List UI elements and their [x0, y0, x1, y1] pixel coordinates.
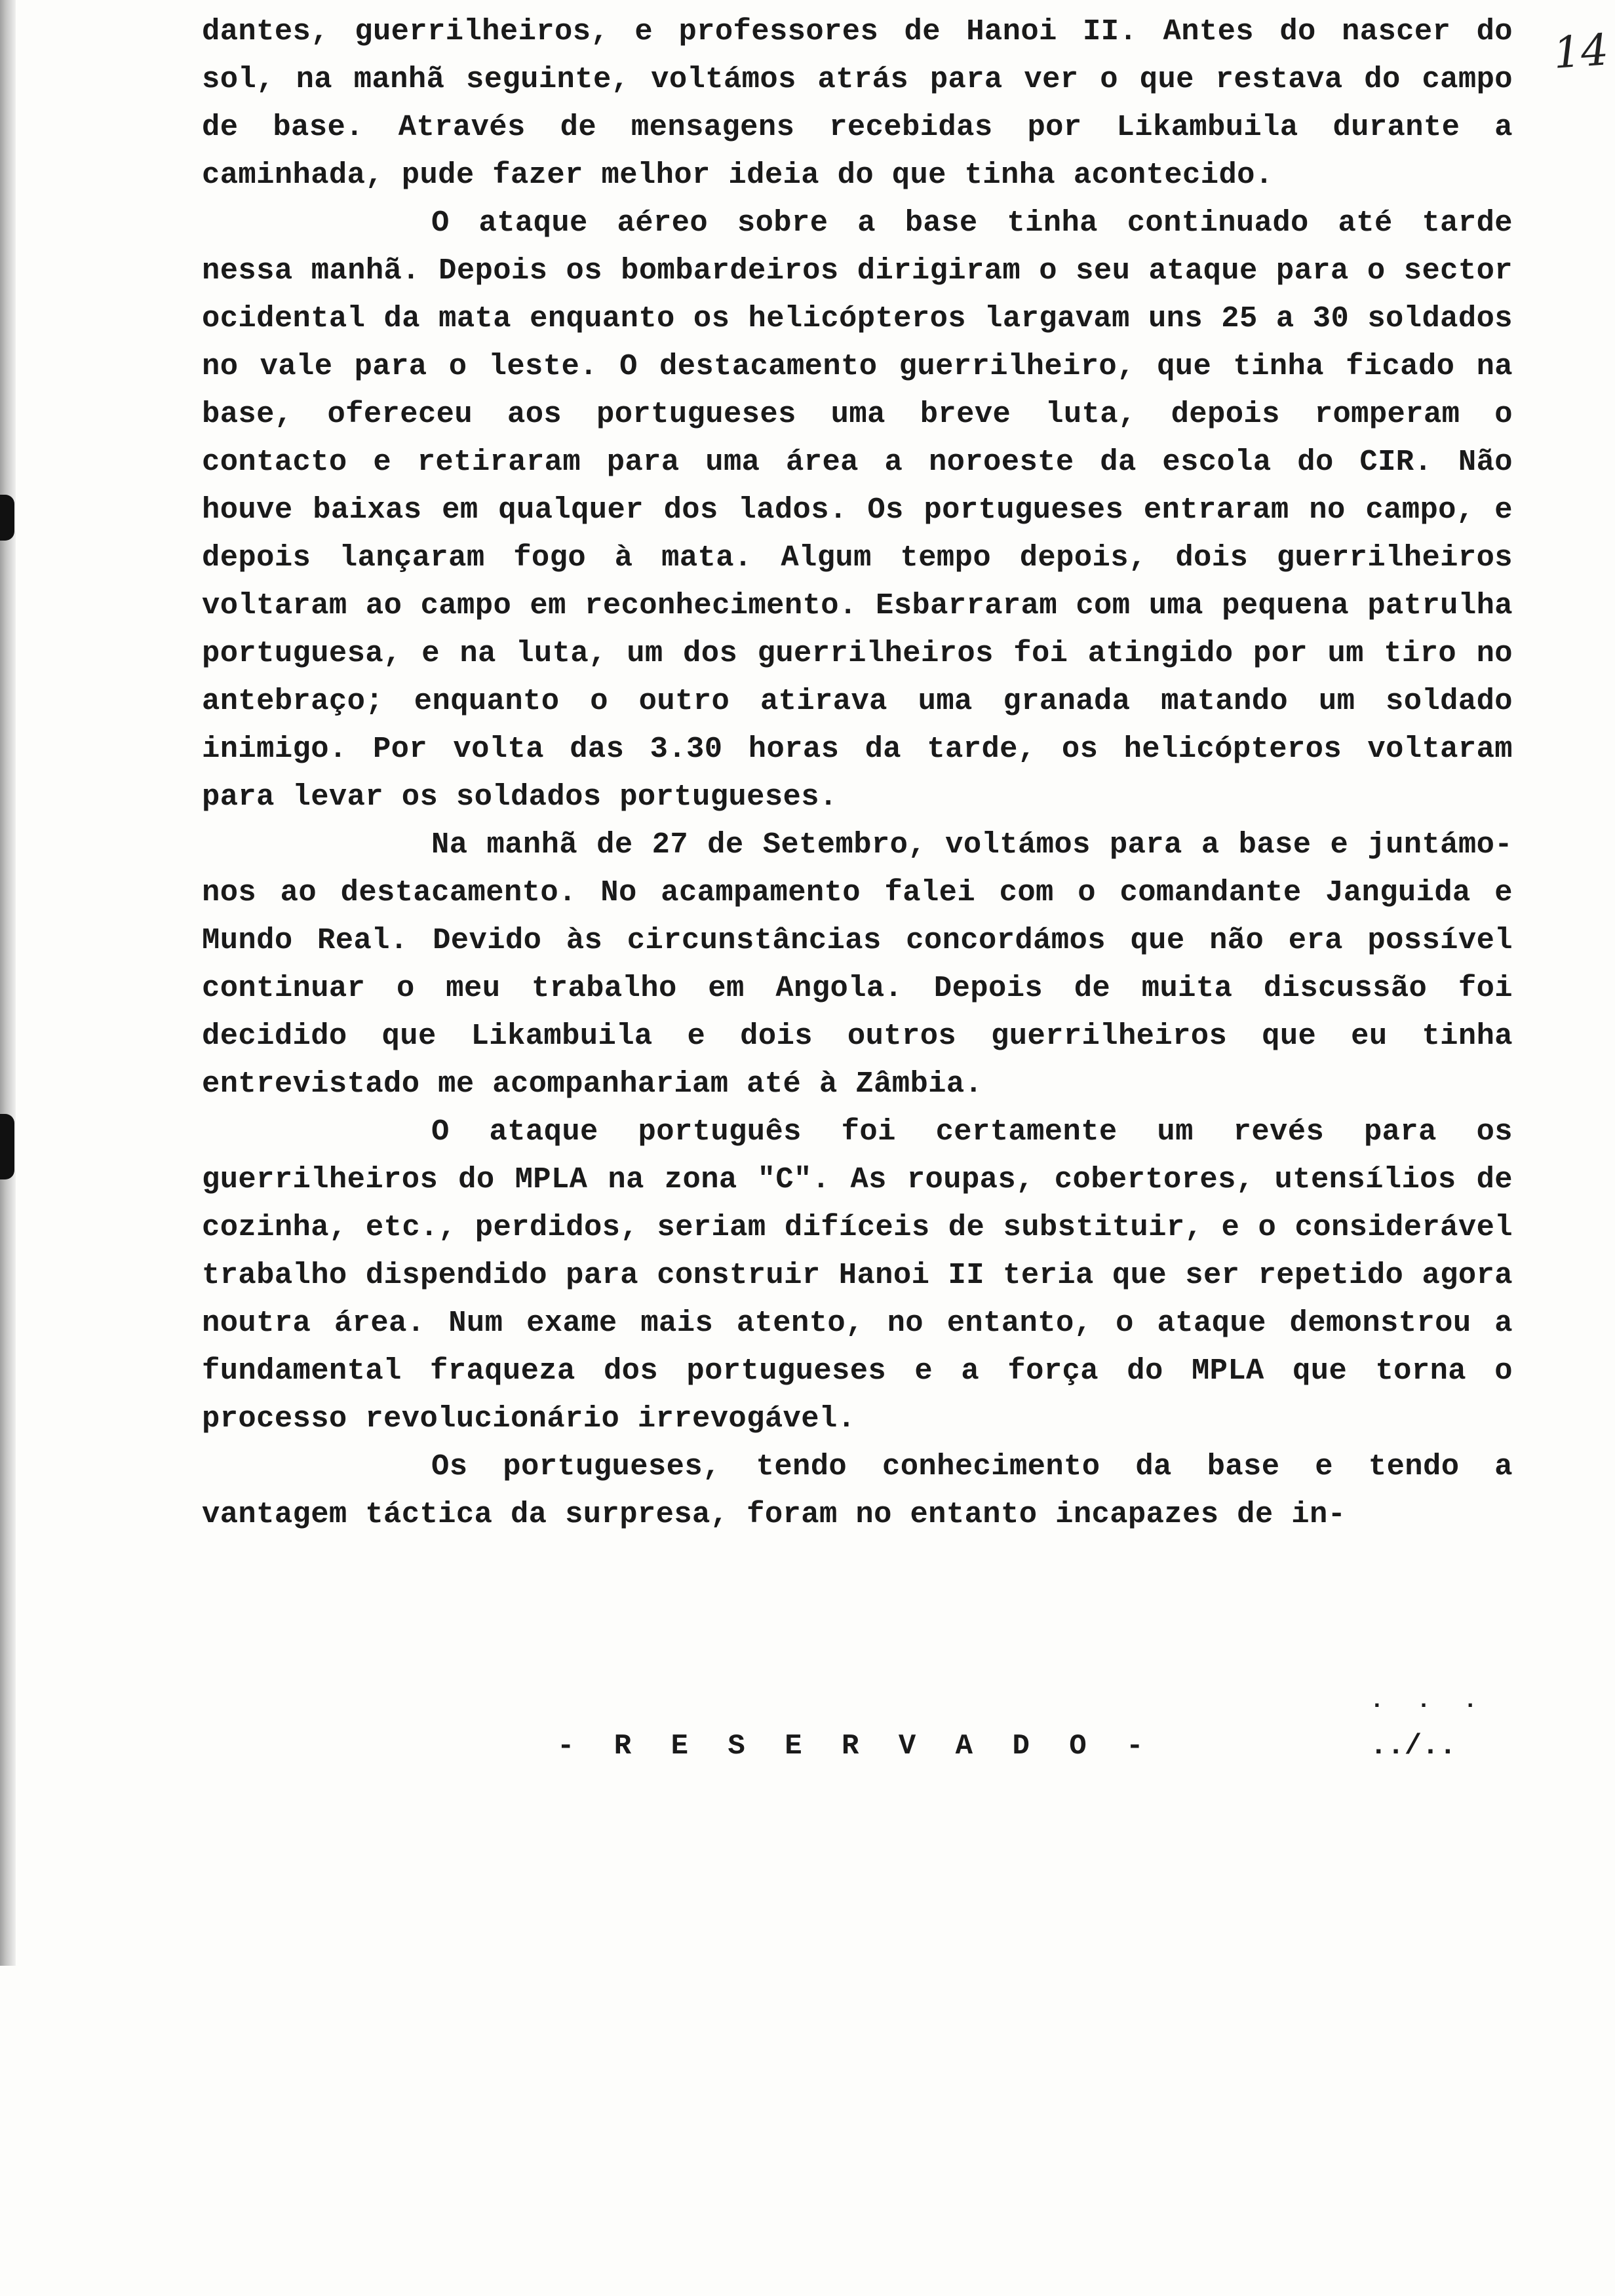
scan-binding-mark [0, 495, 14, 541]
continuation-dots: . . . [1370, 1687, 1487, 1714]
paragraph: Na manhã de 27 de Setembro, voltámos para a base e juntámo-nos ao destacamento. No acampamento falei com o comandante Janguida e Mundo Real. Devido às circunstâncias concordámos que não era possível continuar o meu trabalho em Angola. Depois de muita discussão foi decidido que Likambuila e dois outros guerrilheiros que eu tinha entrevistado me acompanhariam até à Zâmbia. [202, 828, 1513, 1101]
body-text [202, 8, 1513, 1539]
continuation-mark: ../.. [1370, 1730, 1457, 1763]
scan-binding-mark [0, 1114, 14, 1179]
paragraph: O ataque português foi certamente um revés para os guerrilheiros do MPLA na zona "C". As roupas, cobertores, utensílios de cozinha, etc., perdidos, seriam difíceis de substituir, e o considerável trabalho dispendido para construir Hanoi II teria que ser repetido agora noutra área. Num exame mais atento, no entanto, o ataque demonstrou a fundamental fraqueza dos portugueses e a força do MPLA que torna o processo revolucionário irrevogável. [202, 1115, 1513, 1436]
page-footer [0, 1687, 1615, 1782]
page-number: 14 [1551, 24, 1610, 79]
paragraph: Os portugueses, tendo conhecimento da base e tendo a vantagem táctica da surpresa, foram no entanto incapazes de in- [202, 1449, 1513, 1531]
scan-left-edge [0, 0, 16, 1966]
paragraph: dantes, guerrilheiros, e professores de Hanoi II. Antes do nascer do sol, na manhã seguinte, voltámos atrás para ver o que restava do campo de base. Através de mensagens recebidas por Likambuila durante a caminhada, pude fazer melhor ideia do que tinha acontecido. [202, 14, 1513, 192]
classification-stamp: - R E S E R V A D O - [557, 1730, 1155, 1763]
paragraph: O ataque aéreo sobre a base tinha continuado até tarde nessa manhã. Depois os bombardeiros dirigiram o seu ataque para o sector ocidental da mata enquanto os helicópteros largavam uns 25 a 30 soldados no vale para o leste. O destacamento guerrilheiro, que tinha ficado na base, ofereceu aos portugueses uma breve luta, depois romperam o contacto e retiraram para uma área a noroeste da escola do CIR. Não houve baixas em qualquer dos lados. Os portugueses entraram no campo, e depois lançaram fogo à mata. Algum tempo depois, dois guerrilheiros voltaram ao campo em reconhecimento. Esbarraram com uma pequena patrulha portuguesa, e na luta, um dos guerrilheiros foi atingido por um tiro no antebraço; enquanto o outro atirava uma granada matando um soldado inimigo. Por volta das 3.30 horas da tarde, os helicópteros voltaram para levar os soldados portugueses. [202, 206, 1513, 814]
